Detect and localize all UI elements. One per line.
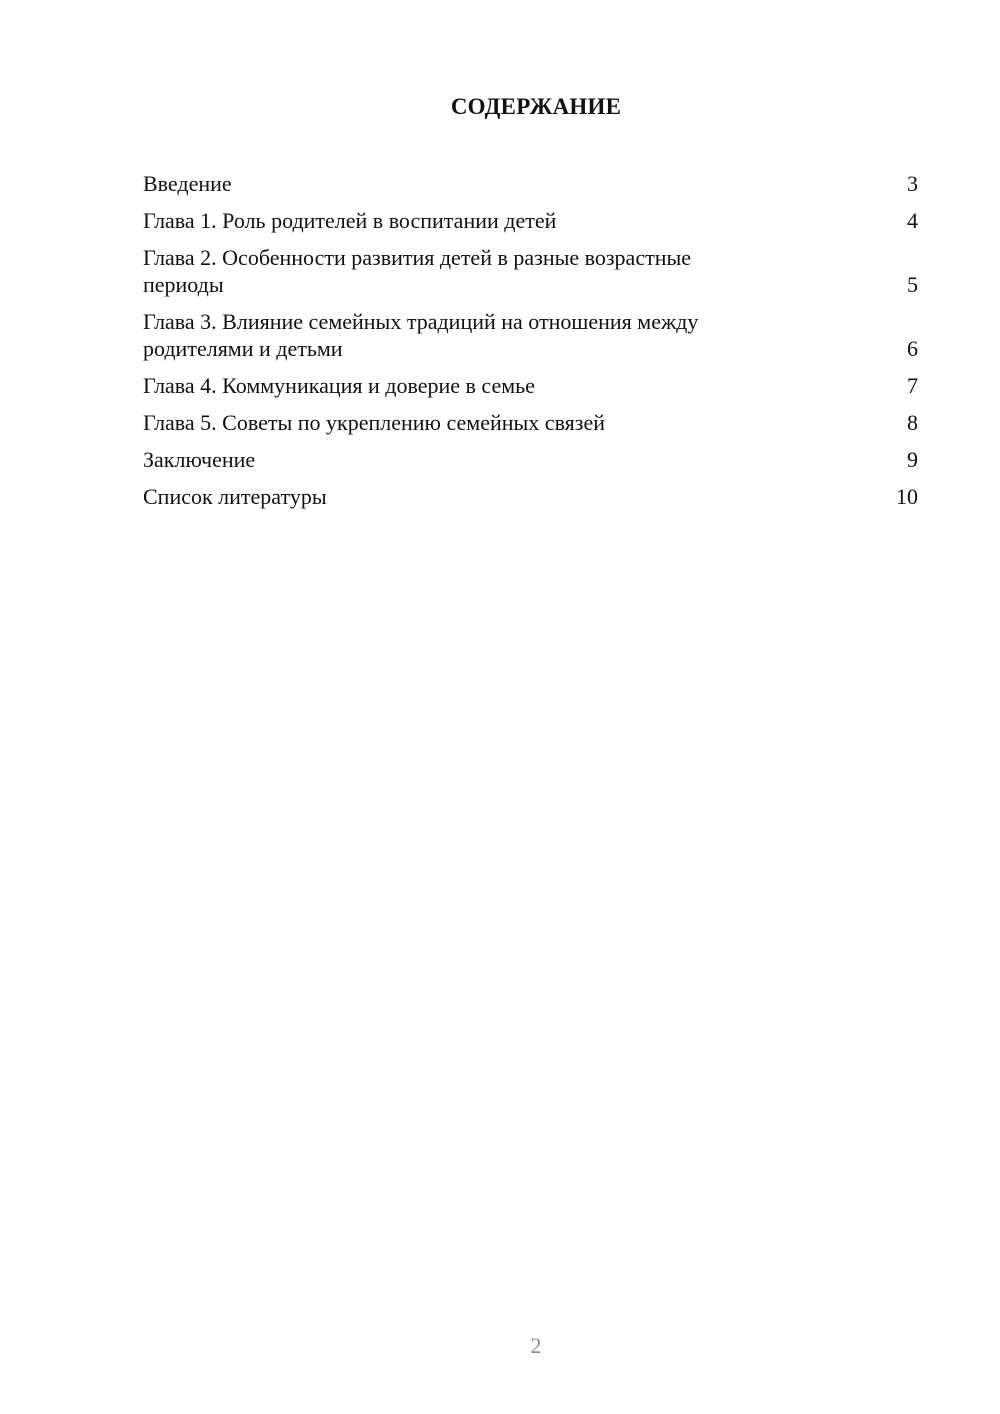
toc-entry-conclusion bbox=[143, 446, 918, 473]
toc-entry-chapter-1 bbox=[143, 207, 918, 234]
toc-entry-title: Глава 3. Влияние семейных традиций на отношения между родителями и детьми bbox=[143, 309, 699, 361]
toc-entry-title: Список литературы bbox=[143, 484, 327, 509]
toc-entry-title: Заключение bbox=[143, 447, 256, 472]
toc-entry-page: 8 bbox=[907, 410, 918, 435]
toc-entry-page: 3 bbox=[907, 171, 918, 196]
toc-entry-title: Глава 4. Коммуникация и доверие в семье bbox=[143, 373, 535, 398]
toc-entry-page: 9 bbox=[907, 447, 918, 472]
toc-entry-title: Глава 5. Советы по укреплению семейных связей bbox=[143, 410, 606, 435]
toc-entry-title: Введение bbox=[143, 171, 232, 196]
toc-entry-title: Глава 2. Особенности развития детей в разные возрастные периоды bbox=[143, 245, 692, 297]
toc-entry-chapter-5 bbox=[143, 409, 918, 436]
toc-entry-page: 10 bbox=[896, 484, 918, 509]
toc-entry-chapter-2 bbox=[143, 244, 918, 298]
page-title: СОДЕРЖАНИЕ bbox=[450, 94, 622, 119]
toc-entry-page: 5 bbox=[907, 272, 918, 297]
toc-entry-page: 6 bbox=[907, 336, 918, 361]
toc-entry-introduction bbox=[143, 170, 918, 197]
toc-entry-title: Глава 1. Роль родителей в воспитании детей bbox=[143, 208, 557, 233]
toc-entry-chapter-3 bbox=[143, 308, 918, 362]
page-number: 2 bbox=[530, 1333, 542, 1358]
toc-entry-page: 4 bbox=[907, 208, 918, 233]
toc-entry-bibliography bbox=[143, 483, 918, 510]
toc-entry-page: 7 bbox=[907, 373, 918, 398]
table-of-contents bbox=[143, 170, 918, 520]
toc-entry-chapter-4 bbox=[143, 372, 918, 399]
